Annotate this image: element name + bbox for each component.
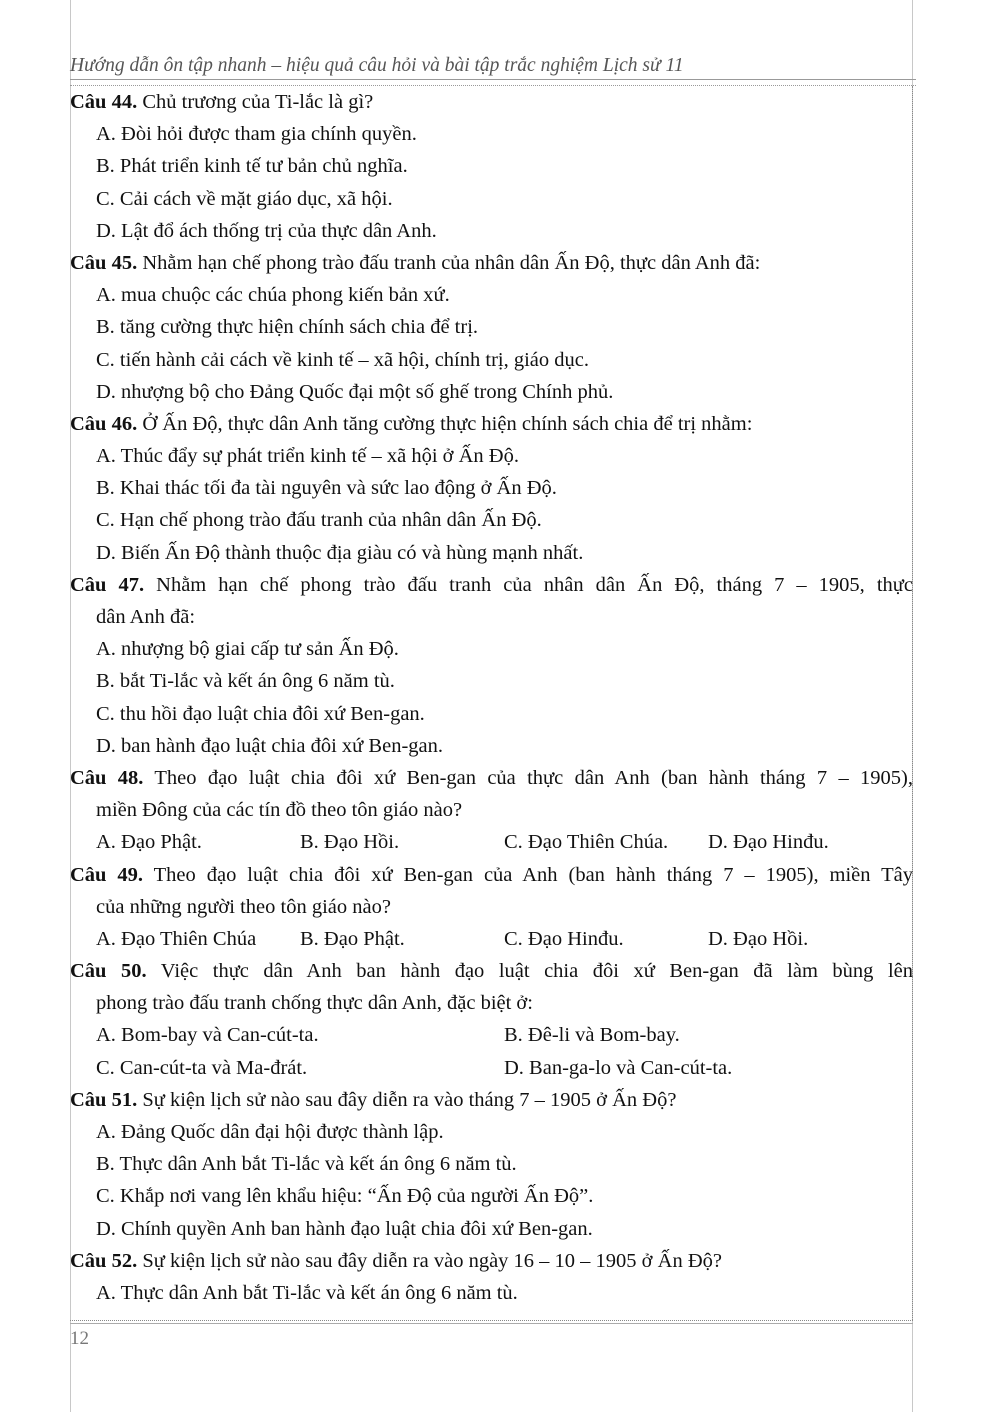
option-48c: C. Đạo Thiên Chúa.	[504, 831, 669, 854]
option-52a: A. Thực dân Anh bắt Ti-lắc và kết án ông 6 năm tù.	[96, 1281, 518, 1304]
option-46d: D. Biến Ấn Độ thành thuộc địa giàu có và hùng mạnh nhất.	[96, 541, 584, 564]
option-51d: D. Chính quyền Anh ban hành đạo luật chia đôi xứ Ben-gan.	[96, 1217, 593, 1240]
question-box	[70, 86, 913, 1320]
running-header: Hướng dẫn ôn tập nhanh – hiệu quả câu hỏi và bài tập trắc nghiệm Lịch sử 11	[70, 55, 684, 76]
question-49-cont: của những người theo tôn giáo nào?	[96, 895, 391, 918]
question-52: Câu 52. Sự kiện lịch sử nào sau đây diễn ra vào ngày 16 – 10 – 1905 ở Ấn Độ?	[70, 1249, 722, 1272]
question-50: Câu 50. Việc thực dân Anh ban hành đạo luật chia đôi xứ Ben-gan đã làm bùng lên	[70, 960, 913, 983]
option-49d: D. Đạo Hồi.	[708, 927, 809, 950]
option-49c: C. Đạo Hinđu.	[504, 927, 624, 950]
option-51b: B. Thực dân Anh bắt Ti-lắc và kết án ông 6 năm tù.	[96, 1153, 517, 1176]
option-46c: C. Hạn chế phong trào đấu tranh của nhân dân Ấn Độ.	[96, 509, 542, 532]
question-45: Câu 45. Nhằm hạn chế phong trào đấu tranh của nhân dân Ấn Độ, thực dân Anh đã:	[70, 251, 761, 274]
option-44b: B. Phát triển kinh tế tư bản chủ nghĩa.	[96, 155, 408, 178]
option-48b: B. Đạo Hồi.	[300, 831, 400, 854]
option-46b: B. Khai thác tối đa tài nguyên và sức lao động ở Ấn Độ.	[96, 477, 557, 500]
option-49a: A. Đạo Thiên Chúa	[96, 927, 257, 950]
option-49b: B. Đạo Phật.	[300, 927, 405, 950]
options-50-row2	[70, 1052, 912, 1084]
question-48-cont: miền Đông của các tín đồ theo tôn giáo nào?	[96, 799, 463, 822]
options-49	[70, 923, 912, 955]
page-number: 12	[70, 1328, 89, 1349]
bottom-rule	[70, 1323, 913, 1324]
option-45d: D. nhượng bộ cho Đảng Quốc đại một số ghế trong Chính phủ.	[96, 380, 614, 403]
question-47: Câu 47. Nhằm hạn chế phong trào đấu tranh của nhân dân Ấn Độ, tháng 7 – 1905, thực	[70, 573, 913, 596]
options-50-row1	[70, 1019, 912, 1051]
option-48d: D. Đạo Hinđu.	[708, 831, 829, 854]
question-48: Câu 48. Theo đạo luật chia đôi xứ Ben-gan của thực dân Anh (ban hành tháng 7 – 1905),	[70, 766, 913, 789]
options-48	[70, 826, 912, 858]
option-50c: C. Can-cút-ta và Ma-đrát.	[96, 1056, 308, 1079]
question-44: Câu 44. Chủ trương của Ti-lắc là gì?	[70, 91, 374, 113]
question-50-cont: phong trào đấu tranh chống thực dân Anh, đặc biệt ở:	[96, 992, 533, 1015]
option-44a: A. Đòi hỏi được tham gia chính quyền.	[96, 123, 417, 146]
option-51a: A. Đảng Quốc dân đại hội được thành lập.	[96, 1121, 444, 1143]
question-47-cont: dân Anh đã:	[96, 606, 196, 628]
option-46a: A. Thúc đẩy sự phát triển kinh tế – xã hội ở Ấn Độ.	[96, 445, 519, 468]
option-45a: A. mua chuộc các chúa phong kiến bản xứ.	[96, 284, 450, 307]
option-50b: B. Đê-li và Bom-bay.	[504, 1024, 680, 1047]
option-47b: B. bắt Ti-lắc và kết án ông 6 năm tù.	[96, 670, 395, 693]
bottom-rule-dotted	[70, 1320, 913, 1321]
option-47c: C. thu hồi đạo luật chia đôi xứ Ben-gan.	[96, 702, 425, 725]
option-50a: A. Bom-bay và Can-cút-ta.	[96, 1024, 319, 1047]
option-48a: A. Đạo Phật.	[96, 831, 202, 854]
option-47a: A. nhượng bộ giai cấp tư sản Ấn Độ.	[96, 638, 399, 661]
question-51: Câu 51. Sự kiện lịch sử nào sau đây diễn ra vào tháng 7 – 1905 ở Ấn Độ?	[70, 1088, 677, 1111]
option-47d: D. ban hành đạo luật chia đôi xứ Ben-gan.	[96, 734, 443, 757]
option-44c: C. Cải cách về mặt giáo dục, xã hội.	[96, 187, 393, 210]
option-51c: C. Khắp nơi vang lên khẩu hiệu: “Ấn Độ của người Ấn Độ”.	[96, 1185, 594, 1208]
option-50d: D. Ban-ga-lo và Can-cút-ta.	[504, 1056, 733, 1079]
option-44d: D. Lật đổ ách thống trị của thực dân Anh.	[96, 219, 437, 242]
header-rule	[70, 79, 916, 80]
option-45c: C. tiến hành cải cách về kinh tế – xã hội, chính trị, giáo dục.	[96, 348, 589, 371]
question-49: Câu 49. Theo đạo luật chia đôi xứ Ben-gan của Anh (ban hành tháng 7 – 1905), miền Tây	[70, 863, 913, 886]
option-45b: B. tăng cường thực hiện chính sách chia để trị.	[96, 316, 479, 339]
question-46: Câu 46. Ở Ấn Độ, thực dân Anh tăng cường thực hiện chính sách chia để trị nhằm:	[70, 412, 753, 435]
